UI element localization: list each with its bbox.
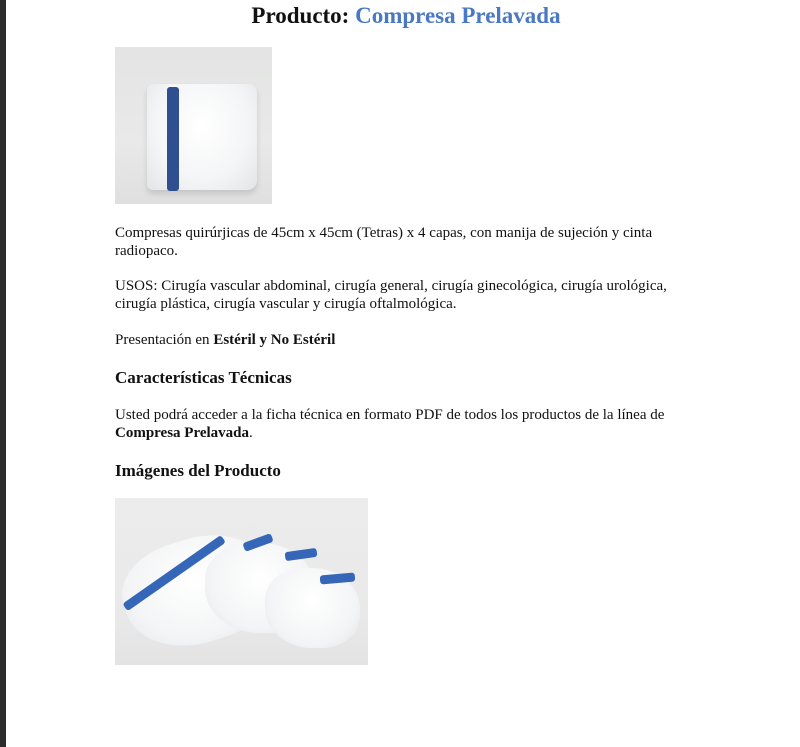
radiopaque-stripe (167, 87, 179, 191)
tech-specs-product-link: Compresa Prelavada (115, 425, 250, 441)
product-image-main (115, 47, 272, 204)
product-presentation (115, 331, 705, 349)
tech-specs-period: . (249, 425, 253, 441)
tech-specs-body: Usted podrá acceder a la ficha técnica en formato PDF de todos los productos de la línea de (115, 407, 665, 423)
title-product-name: Compresa Prelavada (355, 3, 561, 28)
product-uses: USOS: Cirugía vascular abdominal, cirugía general, cirugía ginecológica, cirugía urológica, cirugía plástica, cirugía vascular y cirugía oftalmológica. (115, 278, 667, 312)
product-image-gallery (115, 498, 368, 665)
presentation-options: Estéril y No Estéril (213, 332, 336, 348)
compress-pad-shape (147, 84, 257, 190)
title-prefix: Producto: (251, 3, 350, 28)
tech-specs-text (115, 406, 705, 442)
tech-specs-heading: Características Técnicas (115, 368, 292, 387)
page-title (6, 2, 800, 30)
product-description: Compresas quirúrjicas de 45cm x 45cm (Tetras) x 4 capas, con manija de sujeción y cinta radiopaco. (115, 225, 653, 259)
product-images-heading: Imágenes del Producto (115, 461, 281, 480)
document-page (6, 0, 800, 747)
presentation-prefix: Presentación en (115, 332, 214, 348)
